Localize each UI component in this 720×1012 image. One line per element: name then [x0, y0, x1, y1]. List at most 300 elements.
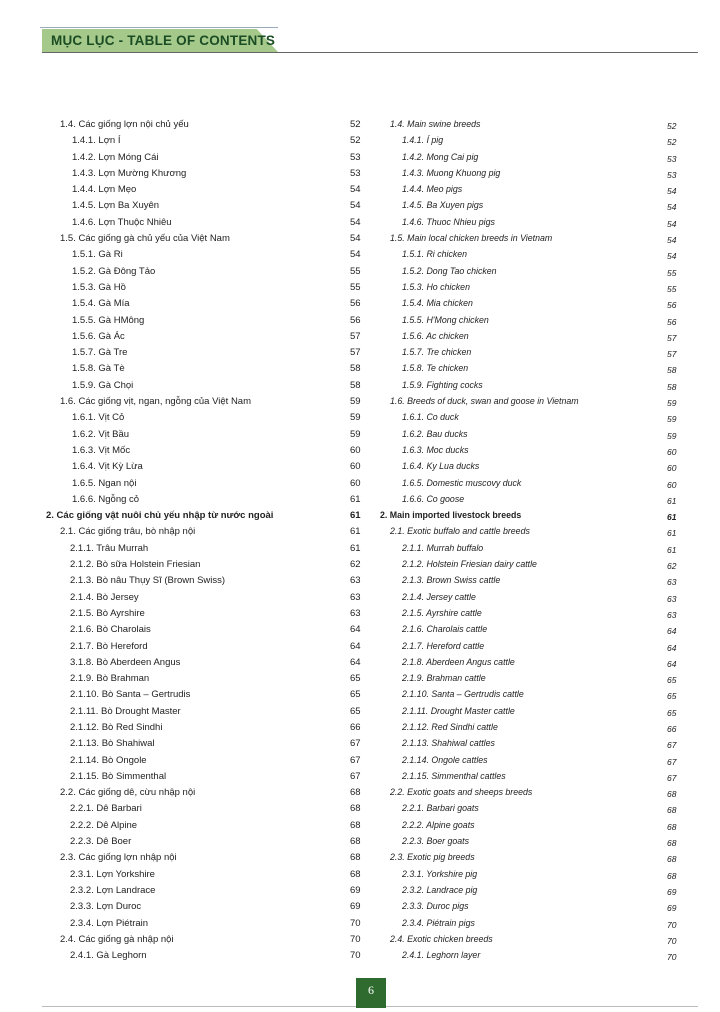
toc-entry-page: 61 — [667, 512, 677, 523]
toc-entry-title: 1.5.7. Gà Tre — [72, 347, 128, 359]
toc-entry — [46, 591, 366, 607]
toc-entry-page: 54 — [350, 184, 361, 196]
toc-entry — [46, 851, 366, 867]
toc-english-page-numbers — [667, 120, 676, 967]
toc-vietnamese-column — [46, 118, 366, 965]
toc-entry — [46, 607, 366, 623]
toc-entry — [46, 183, 366, 199]
toc-entry-page: 54 — [667, 202, 677, 213]
toc-entry-title: 2.3.3. Duroc pigs — [402, 901, 469, 912]
toc-entry — [380, 933, 660, 949]
toc-entry-title: 2.1.14. Ongole cattles — [402, 754, 488, 765]
toc-entry — [46, 151, 366, 167]
toc-entry-page: 68 — [350, 852, 361, 864]
toc-entry-title: 1.4.5. Ba Xuyen pigs — [402, 200, 484, 211]
toc-entry-title: 2.1.5. Bò Ayrshire — [70, 607, 145, 619]
toc-entry — [380, 884, 660, 900]
toc-entry — [380, 167, 660, 183]
toc-entry — [380, 183, 660, 199]
toc-entry-page: 68 — [667, 821, 677, 832]
toc-entry-page: 54 — [667, 218, 677, 229]
toc-entry-title: 1.5.1. Ri chicken — [402, 249, 468, 260]
toc-entry-page: 58 — [667, 381, 677, 392]
toc-entry-title: 2.1.9. Bò Brahman — [70, 673, 150, 685]
toc-entry-title: 2. Main imported livestock breeds — [380, 510, 522, 521]
toc-entry-title: 2.3.4. Lợn Piétrain — [70, 917, 149, 929]
toc-entry — [380, 265, 660, 281]
toc-entry-title: 1.5.8. Gà Tè — [72, 363, 125, 375]
toc-entry — [380, 428, 660, 444]
toc-entry — [46, 444, 366, 460]
toc-entry-title: 2.1.13. Shahiwal cattles — [402, 738, 495, 749]
toc-entry-title: 1.6.4. Vịt Kỳ Lừa — [72, 461, 143, 473]
toc-entry — [380, 786, 660, 802]
toc-entry-title: 1.5.2. Gà Đông Tảo — [72, 265, 156, 277]
toc-entry — [380, 721, 660, 737]
toc-entry-page: 62 — [667, 561, 677, 572]
toc-entry-title: 2.1. Exotic buffalo and cattle breeds — [390, 526, 530, 537]
toc-entry-page: 61 — [350, 510, 361, 522]
toc-entry-title: 1.6.2. Vịt Bầu — [72, 428, 130, 440]
toc-entry-page: 52 — [667, 137, 677, 148]
toc-entry-title: 3.1.8. Bò Aberdeen Angus — [70, 656, 181, 668]
toc-entry — [46, 118, 366, 134]
toc-entry-page: 63 — [667, 577, 677, 588]
toc-entry — [380, 232, 660, 248]
toc-entry — [380, 770, 660, 786]
toc-entry — [380, 591, 660, 607]
toc-entry-page: 67 — [350, 754, 361, 766]
toc-entry-title: 2.1.15. Bò Simmenthal — [70, 770, 167, 782]
toc-entry-title: 1.4.6. Thuoc Nhieu pigs — [402, 216, 495, 227]
toc-entry-page: 68 — [350, 819, 361, 831]
toc-entry-page: 61 — [350, 493, 361, 505]
toc-entry-title: 1.5.5. H'Mong chicken — [402, 314, 489, 325]
toc-entry — [46, 900, 366, 916]
toc-entry — [380, 134, 660, 150]
toc-entry-page: 63 — [667, 609, 677, 620]
toc-entry-title: 1.4.4. Meo pigs — [402, 184, 463, 195]
toc-entry-title: 1.6. Các giống vịt, ngan, ngỗng của Việt Nam — [60, 396, 252, 408]
toc-entry-title: 1.5.2. Dong Tao chicken — [402, 265, 497, 276]
toc-entry — [380, 851, 660, 867]
toc-entry-page: 58 — [350, 363, 361, 375]
toc-entry-title: 2.1.3. Bò nâu Thụy Sĩ (Brown Swiss) — [70, 575, 226, 587]
toc-entry — [46, 411, 366, 427]
toc-entry — [46, 770, 366, 786]
toc-entry — [380, 737, 660, 753]
toc-entry-title: 2.3.2. Landrace pig — [402, 884, 478, 895]
toc-entry — [380, 118, 660, 134]
toc-entry-title: 1.6.4. Ky Lua ducks — [402, 461, 480, 472]
toc-entry-title: 2.1.12. Red Sindhi cattle — [402, 721, 498, 732]
toc-entry-page: 66 — [350, 721, 361, 733]
toc-entry — [46, 330, 366, 346]
toc-entry-page: 68 — [350, 868, 361, 880]
toc-entry-title: 2.3.1. Lợn Yorkshire — [70, 868, 155, 880]
toc-entry — [380, 297, 660, 313]
toc-entry — [46, 721, 366, 737]
toc-entry-page: 57 — [667, 332, 677, 343]
toc-entry-title: 2.2.3. Boer goats — [402, 836, 469, 847]
toc-entry-page: 67 — [667, 772, 677, 783]
toc-entry-page: 57 — [350, 330, 361, 342]
toc-entry-page: 53 — [350, 167, 361, 179]
toc-entry — [46, 558, 366, 574]
toc-entry-page: 67 — [350, 770, 361, 782]
toc-entry-page: 61 — [667, 495, 677, 506]
toc-entry-page: 56 — [350, 298, 361, 310]
toc-entry — [380, 640, 660, 656]
toc-entry — [46, 656, 366, 672]
toc-entry — [46, 428, 366, 444]
toc-entry-page: 61 — [350, 526, 361, 538]
toc-entry-page: 55 — [350, 265, 361, 277]
toc-entry-page: 64 — [350, 624, 361, 636]
toc-entry — [46, 672, 366, 688]
toc-entry-page: 70 — [350, 917, 361, 929]
page-title: MỤC LỤC - TABLE OF CONTENTS — [51, 33, 276, 48]
toc-entry — [380, 900, 660, 916]
toc-entry — [46, 216, 366, 232]
toc-entry-title: 2.3. Các giống lợn nhập nội — [60, 852, 177, 864]
toc-entry-page: 56 — [667, 316, 677, 327]
header-top-rule — [40, 27, 278, 28]
toc-entry — [380, 379, 660, 395]
toc-entry-title: 1.5.8. Te chicken — [402, 363, 469, 374]
toc-entry — [46, 949, 366, 965]
toc-entry-page: 59 — [667, 398, 677, 409]
toc-entry-page: 65 — [667, 675, 677, 686]
toc-entry — [46, 314, 366, 330]
toc-entry-title: 2.1.14. Bò Ongole — [70, 754, 147, 766]
toc-entry-page: 53 — [350, 151, 361, 163]
toc-entry-title: 1.5.9. Fighting cocks — [402, 379, 483, 390]
toc-entry-title: 1.4. Main swine breeds — [390, 119, 481, 129]
toc-entry-page: 65 — [667, 691, 677, 702]
toc-entry-title: 2.1.11. Bò Drought Master — [70, 705, 181, 717]
header-rule — [42, 52, 698, 53]
toc-entry — [380, 314, 660, 330]
toc-entry — [46, 346, 366, 362]
toc-entry-title: 1.5.6. Gà Ác — [72, 330, 125, 342]
toc-entry-title: 2.3.4. Piétrain pigs — [402, 917, 475, 928]
toc-entry-page: 59 — [667, 414, 677, 425]
toc-entry-page: 61 — [667, 528, 677, 539]
toc-entry-page: 70 — [667, 935, 677, 946]
toc-entry-page: 65 — [667, 707, 677, 718]
toc-entry-title: 1.5.1. Gà Ri — [72, 249, 123, 261]
toc-entry-title: 1.6.1. Co duck — [402, 412, 459, 423]
toc-entry-title: 1.5.7. Tre chicken — [402, 347, 472, 358]
toc-entry-title: 1.4.6. Lợn Thuộc Nhiêu — [72, 216, 172, 228]
toc-entry-page: 54 — [350, 233, 361, 245]
toc-entry-page: 62 — [350, 559, 361, 571]
toc-entry-title: 2.1.6. Bò Charolais — [70, 624, 151, 636]
toc-entry — [380, 705, 660, 721]
toc-entry-title: 2.1.4. Bò Jersey — [70, 591, 139, 603]
toc-entry-title: 2.2.2. Alpine goats — [402, 819, 475, 830]
toc-entry — [380, 525, 660, 541]
toc-entry — [46, 232, 366, 248]
toc-entry-page: 69 — [667, 886, 677, 897]
toc-entry — [46, 705, 366, 721]
toc-entry-title: 1.4.2. Mong Cai pig — [402, 151, 479, 162]
toc-entry — [380, 607, 660, 623]
toc-entry-title: 1.5.9. Gà Chọi — [72, 379, 134, 391]
toc-entry-title: 2.1.10. Santa – Gertrudis cattle — [402, 689, 524, 700]
toc-entry-page: 66 — [667, 723, 677, 734]
toc-entry-page: 55 — [667, 267, 677, 278]
toc-entry-title: 1.5. Main local chicken breeds in Vietnam — [390, 233, 553, 244]
toc-entry-page: 60 — [350, 477, 361, 489]
toc-entry-page: 64 — [350, 656, 361, 668]
toc-entry-page: 59 — [350, 412, 361, 424]
toc-entry-page: 52 — [667, 121, 677, 131]
toc-entry-page: 69 — [350, 884, 361, 896]
toc-entry — [380, 151, 660, 167]
toc-entry — [46, 640, 366, 656]
toc-entry — [380, 688, 660, 704]
toc-entry-title: 1.4. Các giống lợn nội chủ yếu — [60, 119, 189, 130]
toc-entry-page: 65 — [350, 705, 361, 717]
toc-entry-page: 57 — [350, 347, 361, 359]
toc-entry-title: 2.1.4. Jersey cattle — [402, 591, 476, 602]
toc-entry-title: 2.4.1. Gà Leghorn — [70, 950, 147, 962]
toc-entry-title: 2.4. Exotic chicken breeds — [390, 933, 493, 944]
toc-entry-page: 65 — [350, 673, 361, 685]
toc-entry-title: 2.2. Exotic goats and sheeps breeds — [390, 787, 533, 798]
toc-entry-page: 54 — [350, 200, 361, 212]
toc-entry-title: 1.6.6. Co goose — [402, 493, 465, 504]
toc-entry-page: 70 — [667, 952, 677, 963]
toc-entry-page: 58 — [350, 379, 361, 391]
toc-entry-page: 59 — [350, 428, 361, 440]
toc-entry — [380, 819, 660, 835]
toc-entry — [46, 281, 366, 297]
toc-entry-title: 2.3.2. Lợn Landrace — [70, 884, 156, 896]
toc-entry — [46, 134, 366, 150]
toc-entry-title: 1.4.5. Lợn Ba Xuyên — [72, 200, 160, 212]
toc-entry-title: 2.1.1. Trâu Murrah — [70, 542, 149, 554]
toc-entry-page: 68 — [667, 789, 677, 800]
toc-entry — [380, 656, 660, 672]
toc-entry-page: 56 — [350, 314, 361, 326]
toc-entry-title: 2.2.3. Dê Boer — [70, 836, 132, 848]
toc-entry — [46, 265, 366, 281]
toc-entry-title: 1.5.3. Ho chicken — [402, 281, 470, 292]
toc-entry-page: 59 — [350, 396, 361, 408]
toc-entry — [46, 688, 366, 704]
toc-entry-page: 55 — [350, 281, 361, 293]
toc-entry — [380, 623, 660, 639]
toc-entry-title: 1.4.1. Lợn Í — [72, 135, 121, 147]
toc-entry-title: 2. Các giống vật nuôi chủ yếu nhập từ nước ngoài — [46, 510, 274, 522]
toc-entry — [380, 444, 660, 460]
toc-entry — [46, 835, 366, 851]
toc-entry-page: 60 — [667, 479, 677, 490]
toc-entry — [380, 362, 660, 378]
toc-entry — [46, 477, 366, 493]
toc-entry-title: 1.5.5. Gà HMông — [72, 314, 145, 326]
toc-entry-title: 2.1.8. Aberdeen Angus cattle — [402, 656, 515, 667]
toc-entry — [380, 754, 660, 770]
toc-entry-page: 54 — [350, 216, 361, 228]
toc-entry — [380, 835, 660, 851]
toc-entry — [380, 411, 660, 427]
toc-entry — [380, 802, 660, 818]
toc-entry-page: 65 — [350, 689, 361, 701]
toc-entry-title: 2.1.13. Bò Shahiwal — [70, 738, 155, 750]
toc-entry-title: 1.5.6. Ac chicken — [402, 330, 469, 341]
toc-entry-title: 2.3. Exotic pig breeds — [390, 852, 475, 863]
toc-entry — [46, 754, 366, 770]
toc-entry-title: 1.6.6. Ngỗng cỏ — [72, 493, 140, 505]
toc-entry — [380, 199, 660, 215]
toc-entry-title: 2.1.12. Bò Red Sindhi — [70, 721, 163, 733]
toc-entry-page: 68 — [667, 854, 677, 865]
toc-entry-page: 56 — [667, 300, 677, 311]
toc-entry — [46, 868, 366, 884]
toc-entry-page: 67 — [667, 740, 677, 751]
toc-entry-title: 2.1.7. Bò Hereford — [70, 640, 148, 652]
toc-entry-page: 60 — [667, 463, 677, 474]
toc-entry-title: 1.5.4. Gà Mía — [72, 298, 130, 310]
toc-entry-title: 1.4.3. Muong Khuong pig — [402, 167, 501, 178]
toc-entry-page: 68 — [667, 805, 677, 816]
toc-entry — [380, 281, 660, 297]
toc-entry — [380, 949, 660, 965]
toc-entry-title: 2.1.2. Bò sữa Holstein Friesian — [70, 559, 201, 571]
toc-entry-title: 2.1.9. Brahman cattle — [402, 673, 486, 684]
toc-entry — [46, 542, 366, 558]
toc-entry — [46, 623, 366, 639]
toc-entry — [46, 819, 366, 835]
toc-entry — [46, 917, 366, 933]
toc-entry-page: 69 — [350, 901, 361, 913]
toc-entry — [380, 216, 660, 232]
toc-entry-title: 2.1.11. Drought Master cattle — [402, 705, 515, 716]
toc-entry — [46, 525, 366, 541]
toc-entry-title: 1.5.3. Gà Hồ — [72, 281, 126, 293]
toc-entry-title: 1.4.3. Lợn Mường Khương — [72, 167, 187, 179]
toc-entry — [46, 297, 366, 313]
toc-entry-page: 63 — [350, 575, 361, 587]
toc-entry-title: 1.4.4. Lợn Mẹo — [72, 184, 137, 196]
toc-entry-page: 64 — [667, 658, 677, 669]
toc-entry-page: 63 — [350, 607, 361, 619]
toc-entry-title: 2.1.7. Hereford cattle — [402, 640, 485, 651]
toc-entry — [46, 460, 366, 476]
toc-entry-page: 54 — [667, 251, 677, 262]
toc-entry-page: 61 — [350, 542, 361, 554]
toc-entry-title: 2.2.2. Dê Alpine — [70, 819, 138, 831]
toc-entry-title: 1.5.4. Mia chicken — [402, 298, 473, 309]
toc-entry-title: 1.6.1. Vịt Cỏ — [72, 412, 125, 424]
toc-entry-page: 55 — [667, 283, 677, 294]
toc-entry-page: 67 — [350, 738, 361, 750]
toc-entry-title: 2.1.15. Simmenthal cattles — [402, 770, 506, 781]
toc-entry — [380, 395, 660, 411]
toc-entry-title: 2.1.6. Charolais cattle — [402, 624, 488, 635]
toc-entry-page: 68 — [350, 836, 361, 848]
toc-entry-page: 52 — [350, 135, 361, 147]
toc-entry — [380, 917, 660, 933]
toc-entry — [46, 737, 366, 753]
toc-entry — [380, 460, 660, 476]
toc-entry-title: 2.1.3. Brown Swiss cattle — [402, 575, 501, 586]
toc-entry-page: 64 — [667, 626, 677, 637]
toc-entry-title: 1.5. Các giống gà chủ yếu của Việt Nam — [60, 233, 230, 245]
toc-entry-page: 53 — [667, 169, 677, 180]
toc-entry — [46, 786, 366, 802]
toc-english-column — [380, 118, 660, 965]
toc-entry-page: 69 — [667, 903, 677, 914]
toc-entry-page: 54 — [350, 249, 361, 261]
toc-entry — [46, 493, 366, 509]
toc-entry-title: 1.4.2. Lợn Móng Cái — [72, 151, 159, 163]
toc-entry — [46, 509, 366, 525]
toc-entry-title: 2.2. Các giống dê, cừu nhập nội — [60, 787, 196, 799]
toc-entry — [380, 509, 660, 525]
toc-entry-title: 2.4.1. Leghorn layer — [402, 950, 481, 961]
toc-entry — [380, 574, 660, 590]
toc-entry-page: 64 — [350, 640, 361, 652]
toc-entry-title: 1.4.1. Í pig — [402, 135, 444, 146]
toc-entry — [46, 802, 366, 818]
toc-entry — [46, 933, 366, 949]
toc-entry-title: 1.6.5. Ngan nội — [72, 477, 137, 489]
toc-entry-page: 60 — [667, 446, 677, 457]
toc-entry-page: 68 — [667, 838, 677, 849]
toc-entry — [380, 477, 660, 493]
toc-entry-title: 2.1.1. Murrah buffalo — [402, 542, 484, 553]
toc-entry-title: 2.1. Các giống trâu, bò nhập nội — [60, 526, 196, 538]
page-number: 6 — [356, 978, 386, 1008]
toc-entry — [46, 362, 366, 378]
toc-entry-page: 68 — [350, 787, 361, 799]
toc-entry-title: 2.2.1. Barbari goats — [402, 803, 479, 814]
toc-entry — [380, 558, 660, 574]
toc-entry-page: 53 — [667, 153, 677, 164]
toc-entry-page: 70 — [667, 919, 677, 930]
toc-entry-title: 2.3.1. Yorkshire pig — [402, 868, 478, 879]
toc-entry — [380, 248, 660, 264]
toc-entry-page: 64 — [667, 642, 677, 653]
toc-entry-title: 1.6.3. Moc ducks — [402, 444, 469, 455]
toc-entry — [46, 379, 366, 395]
toc-entry-page: 60 — [350, 461, 361, 473]
toc-entry-page: 63 — [667, 593, 677, 604]
toc-entry-title: 2.3.3. Lợn Duroc — [70, 901, 142, 913]
toc-entry-title: 1.6.2. Bau ducks — [402, 428, 468, 439]
toc-entry-title: 1.6. Breeds of duck, swan and goose in Vietnam — [390, 396, 579, 407]
toc-entry-title: 1.6.5. Domestic muscovy duck — [402, 477, 522, 488]
toc-entry-page: 58 — [667, 365, 677, 376]
toc-entry-page: 60 — [350, 444, 361, 456]
toc-entry — [46, 884, 366, 900]
toc-entry — [46, 199, 366, 215]
toc-entry-page: 57 — [667, 349, 677, 360]
toc-entry-page: 61 — [667, 544, 677, 555]
toc-entry — [46, 574, 366, 590]
toc-entry — [380, 346, 660, 362]
toc-entry-page: 54 — [667, 235, 677, 246]
toc-entry-title: 2.1.10. Bò Santa – Gertrudis — [70, 689, 191, 701]
toc-entry-title: 2.1.5. Ayrshire cattle — [402, 607, 482, 618]
toc-entry-page: 68 — [667, 870, 677, 881]
toc-entry-page: 67 — [667, 756, 677, 767]
